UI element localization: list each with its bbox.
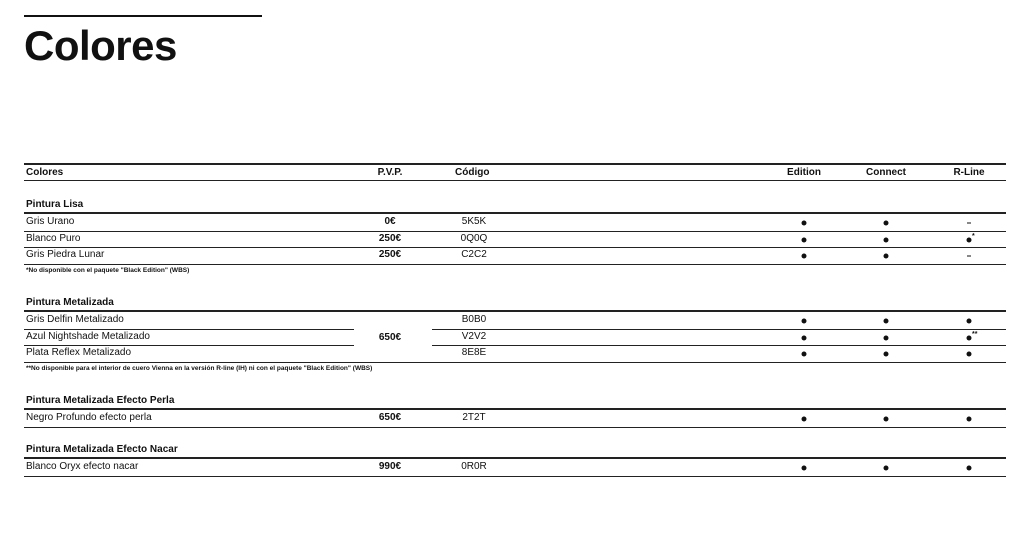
header-top-rule: [24, 163, 1006, 165]
title-rule: [24, 15, 262, 17]
rline-mark: [967, 335, 972, 340]
edition-mark: [802, 352, 807, 357]
group-title: Pintura Metalizada: [26, 297, 114, 308]
rline-footnote-mark: **: [972, 330, 978, 338]
row-rule: [24, 362, 1006, 363]
header-pvp: P.V.P.: [377, 167, 403, 178]
edition-mark: [802, 254, 807, 259]
row-price: 250€: [378, 232, 402, 244]
group-footnote: **No disponible para el interior de cuero Vienna en la versión R-line (IH) ni con el paquete "Black Edition" (WBS): [26, 364, 373, 372]
group-rule: [24, 457, 1006, 459]
rline-mark: [967, 466, 972, 471]
rline-footnote-mark: *: [972, 232, 975, 240]
group-shared-price: 650€: [378, 331, 402, 343]
edition-mark: [802, 319, 807, 324]
row-code: 0R0R: [461, 461, 487, 472]
page-title: Colores: [24, 22, 177, 69]
group-footnote: *No disponible con el paquete "Black Edition" (WBS): [26, 266, 190, 274]
edition-mark: [802, 466, 807, 471]
header-connect: Connect: [866, 167, 906, 178]
connect-mark: [884, 221, 889, 226]
row-name: Negro Profundo efecto perla: [26, 412, 152, 423]
rline-mark: [967, 237, 972, 242]
row-name: Blanco Oryx efecto nacar: [26, 461, 139, 472]
edition-mark: [802, 417, 807, 422]
row-code: C2C2: [461, 249, 487, 260]
row-name: Gris Piedra Lunar: [26, 249, 105, 260]
header-colores: Colores: [26, 167, 64, 178]
edition-mark: [802, 237, 807, 242]
row-price: 250€: [378, 249, 402, 260]
edition-mark: [802, 221, 807, 226]
group-title: Pintura Lisa: [26, 199, 84, 210]
row-code: 0Q0Q: [460, 232, 488, 244]
row-rule: [24, 329, 354, 330]
row-price: 650€: [378, 412, 402, 423]
row-code: 2T2T: [462, 412, 486, 423]
rline-mark: [967, 352, 972, 357]
row-code: 8E8E: [461, 347, 487, 358]
connect-mark: [884, 319, 889, 324]
edition-mark: [802, 335, 807, 340]
row-rule: [24, 476, 1006, 477]
row-rule: [24, 247, 1006, 248]
connect-mark: [884, 352, 889, 357]
rline-mark: [967, 223, 971, 224]
row-name: Azul Nightshade Metalizado: [26, 330, 150, 342]
row-name: Blanco Puro: [26, 232, 81, 244]
header-bottom-rule: [24, 180, 1006, 181]
header-codigo: Código: [455, 167, 490, 178]
row-price: 990€: [378, 461, 402, 472]
row-name: Plata Reflex Metalizado: [26, 347, 132, 358]
row-rule: [24, 231, 1006, 232]
connect-mark: [884, 466, 889, 471]
group-rule: [24, 408, 1006, 410]
row-rule: [24, 264, 1006, 265]
row-name: Gris Delfin Metalizado: [26, 314, 124, 325]
header-edition: Edition: [787, 167, 821, 178]
group-rule: [24, 212, 1006, 214]
header-rline: R-Line: [953, 167, 985, 178]
rline-mark: [967, 417, 972, 422]
row-rule: [24, 427, 1006, 428]
group-title: Pintura Metalizada Efecto Nacar: [26, 444, 178, 455]
connect-mark: [884, 335, 889, 340]
connect-mark: [884, 237, 889, 242]
row-code: 5K5K: [461, 216, 487, 227]
connect-mark: [884, 254, 889, 259]
group-title: Pintura Metalizada Efecto Perla: [26, 395, 175, 406]
row-rule: [24, 345, 354, 346]
row-rule: [432, 345, 1006, 346]
group-rule: [24, 310, 1006, 312]
row-code: V2V2: [461, 330, 487, 342]
row-code: B0B0: [461, 314, 487, 325]
rline-mark: [967, 319, 972, 324]
row-price: 0€: [384, 216, 396, 227]
connect-mark: [884, 417, 889, 422]
row-name: Gris Urano: [26, 216, 75, 227]
row-rule: [432, 329, 1006, 330]
rline-mark: [967, 256, 971, 257]
